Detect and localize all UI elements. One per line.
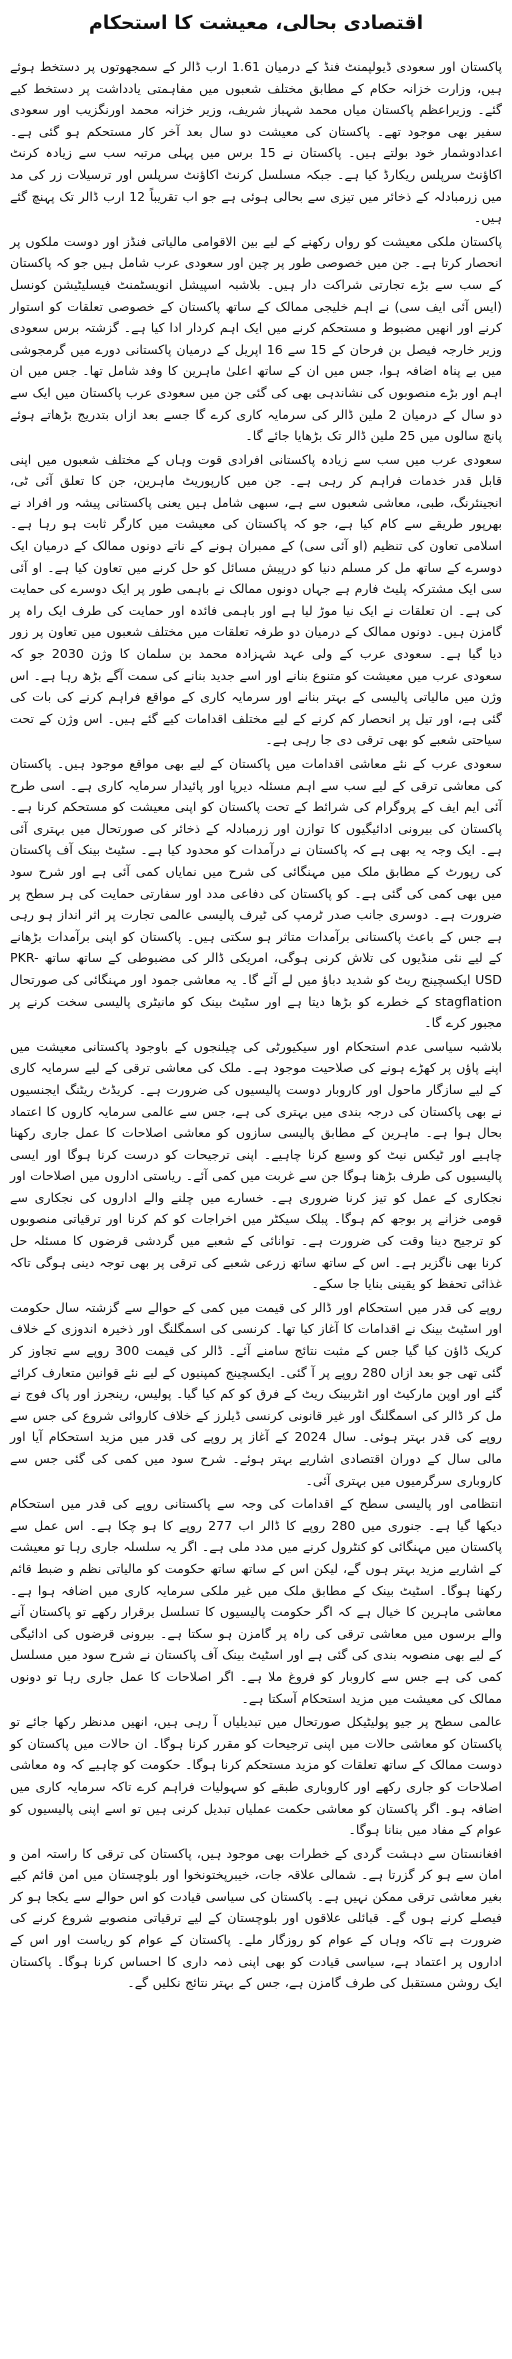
article-paragraph-3: سعودی عرب میں سب سے زیادہ پاکستانی افرادی قوت وہاں کے مختلف شعبوں میں اپنی قابل قدر خدمات فراہم کر رہی ہے۔ جن میں کارپوریٹ ماہرین، جن کا تعلق آئی ٹی، انجینئرنگ، طبی، معاشی شعبوں سے ہے، سبھی شامل ہیں یعنی پاکستانی پیشہ ور افراد نے بھرپور طریقے سے کام کیا ہے، جو کہ پاکستان کی معیشت میں کارگر ثابت ہو رہا ہے۔ اسلامی تعاون کی تنظیم (او آئی سی) کے ممبران ہونے کے ناتے دونوں ممالک کے درمیان ایک دوسرے کے ساتھ مل کر مسلم دنیا کو درپیش مسائل کو حل کرنے میں تعاون کیا ہے۔ او آئی سی ایک مشترکہ پلیٹ فارم ہے جہاں دونوں ممالک نے باہمی طور پر ایک دوسرے کی حمایت کی ہے۔ ان تعلقات نے ایک نیا موڑ لیا ہے اور باہمی فائدہ اور حمایت کی طرف ایک راہ پر گامزن ہیں۔ دونوں ممالک کے درمیان دو طرفہ تعلقات میں مختلف شعبوں میں تعاون پر زور دیا گیا ہے۔ سعودی عرب کے ولی عہد شہزادہ محمد بن سلمان کا وژن 2030 جو کہ سعودی عرب میں معیشت کو متنوع بنانے اور اسے جدید بنانے کی سمت آگے بڑھ رہا ہے۔ اس وژن میں مالیاتی پالیسی کے بہتر بنانے اور سرمایہ کاری کے مواقع فراہم کرنے کی بات کی گئی ہے، اور تیل پر انحصار کم کرنے کے لیے مختلف اقدامات کیے گئے ہیں۔ اس وژن کے تحت سیاحتی شعبے کو بھی ترقی دی جا رہی ہے۔ <box>10 451 502 748</box>
article-paragraph-4: سعودی عرب کے نئے معاشی اقدامات میں پاکستان کے لیے بھی مواقع موجود ہیں۔ پاکستان کی معاشی ترقی کے لیے سب سے اہم مسئلہ دیرپا اور پائیدار سرمایہ کاری ہے۔ اسی طرح آئی ایم ایف کے پروگرام کی شرائط کے تحت پاکستان کو اپنی معیشت کو مستحکم کرنا ہے۔ پاکستان کی بیرونی ادائیگیوں کا توازن اور زرمبادلہ کے ذخائر کی صورتحال میں بہتری آئی ہے۔ ایک وجہ یہ بھی ہے کہ پاکستان نے درآمدات کو محدود کیا ہے۔ سٹیٹ بینک آف پاکستان کی رپورٹ کے مطابق ملک میں مہنگائی کی شرح میں نمایاں کمی آئی ہے اور شرح سود میں بھی کمی کی گئی ہے۔ کو پاکستان کی دفاعی مدد اور سفارتی حمایت کی ہر سطح پر ضرورت ہے۔ دوسری جانب صدر ٹرمپ کی ٹیرف پالیسی عالمی تجارت پر اثر انداز ہو رہی ہے جس کے باعث پاکستانی برآمدات متاثر ہو سکتی ہیں۔ پاکستان کو اپنی برآمدات بڑھانے کے لیے نئی منڈیوں کی تلاش کرنی ہوگی، امریکی ڈالر کی مضبوطی کے ساتھ ساتھ PKR-USD ایکسچینج ریٹ کو شدید دباؤ میں لے آئے گا۔ یہ معاشی جمود اور مہنگائی کی صورتحال stagflation کے خطرے کو بڑھا دیتا ہے اور سٹیٹ بینک کو مانیٹری پالیسی سخت کرنے پر مجبور کرے گا۔ <box>10 756 502 1031</box>
article-headline: اقتصادی بحالی، معیشت کا استحکام <box>88 12 424 34</box>
headline-block <box>10 6 502 46</box>
article-paragraph-7: انتظامی اور پالیسی سطح کے اقدامات کی وجہ سے پاکستانی روپے کی قدر میں استحکام دیکھا گیا ہے۔ جنوری میں 280 روپے کا ڈالر اب 277 روپے کا ہو چکا ہے۔ اس عمل سے پاکستان میں مہنگائی کو کنٹرول کرنے میں مدد ملی ہے۔ اگر یہ سلسلہ جاری رہا تو معیشت کے اشاریے مزید بہتر ہوں گے، لیکن اس کے ساتھ ساتھ حکومت کو مالیاتی نظم و ضبط قائم رکھنا ہوگا۔ اسٹیٹ بینک کے مطابق ملک میں غیر ملکی سرمایہ کاری میں اضافہ ہوا ہے۔ معاشی ماہرین کا خیال ہے کہ اگر حکومت پالیسیوں کا تسلسل برقرار رکھے تو پاکستان آنے والے برسوں میں معاشی ترقی کی راہ پر گامزن ہو سکتا ہے۔ بیرونی قرضوں کی ادائیگی کے لیے بھی منصوبہ بندی کی گئی ہے اور اسٹیٹ بینک آف پاکستان نے شرح سود میں مسلسل کمی کی ہے جس سے کاروبار کو فروغ ملا ہے۔ اگر اصلاحات کا عمل جاری رہا تو دونوں ممالک کی معیشت میں مزید استحکام آسکتا ہے۔ <box>10 1496 502 1706</box>
article-paragraph-8: عالمی سطح پر جیو پولیٹیکل صورتحال میں تبدیلیاں آ رہی ہیں، انھیں مدنظر رکھا جائے تو پاکستان کو معاشی حالات میں اپنی ترجیحات کو مقرر کرنا ہوگا۔ ان حالات میں پاکستان کو دوست ممالک کے ساتھ تعلقات کو مزید مستحکم کرنا ہوگا۔ حکومت کو چاہیے کہ وہ معاشی اصلاحات کو جاری رکھے اور کاروباری طبقے کو سہولیات فراہم کرے تاکہ سرمایہ کاری میں اضافہ ہو۔ اگر پاکستان کو معاشی حکمت عملیاں تبدیل کرنی ہیں تو اسے اپنی پالیسیوں کو عوام کے مفاد میں بنانا ہوگا۔ <box>10 1714 502 1838</box>
article-paragraph-6: روپے کی قدر میں استحکام اور ڈالر کی قیمت میں کمی کے حوالے سے گزشتہ سال حکومت اور اسٹیٹ بینک نے اقدامات کا آغاز کیا تھا۔ کرنسی کی اسمگلنگ اور ذخیرہ اندوزی کے خلاف کریک ڈاؤن کیا گیا جس کے مثبت نتائج سامنے آئے۔ ڈالر کی قیمت 300 روپے سے تجاوز کر گئی تھی جو بعد ازاں 280 روپے پر آ گئی۔ ایکسچینج کمپنیوں کے لیے نئے قوانین متعارف کرائے گئے اور اوپن مارکیٹ اور انٹربینک ریٹ کے فرق کو کم کیا گیا۔ پولیس، رینجرز اور پاک فوج نے مل کر ڈالر کی اسمگلنگ اور غیر قانونی کرنسی ڈیلرز کے خلاف کاروائی شروع کی جس سے روپے کی قدر بہتر ہوئی۔ سال 2024 کے آغاز پر روپے کی قدر میں مزید استحکام آیا اور مالی سال کے دوران اقتصادی اشاریے بہتر ہوئے۔ شرح سود میں کمی کی گئی جس سے کاروباری سرگرمیوں میں بہتری آئی۔ <box>10 1299 502 1488</box>
article-paragraph-9: افغانستان سے دہشت گردی کے خطرات بھی موجود ہیں، پاکستان کی ترقی کا راستہ امن و امان سے ہو کر گزرتا ہے۔ شمالی علاقہ جات، خیبرپختونخوا اور بلوچستان میں امن قائم کیے بغیر معاشی ترقی ممکن نہیں ہے۔ پاکستان کی سیاسی قیادت کو اس حوالے سے یکجا ہو کر فیصلے کرنے ہوں گے۔ قبائلی علاقوں اور بلوچستان کے لیے ترقیاتی منصوبے شروع کرنے کی ضرورت ہے تاکہ وہاں کے عوام کو روزگار ملے۔ پاکستان کے عوام کو ریاست اور اس کے اداروں پر اعتماد ہے، سیاسی قیادت کو بھی اپنی ذمہ داری کا احساس کرنا ہوگا۔ پاکستان ایک روشن مستقبل کی طرف گامزن ہے، جس کے بہتر نتائج نکلیں گے۔ <box>10 1845 502 1991</box>
article-paragraph-2: پاکستان ملکی معیشت کو رواں رکھنے کے لیے بین الاقوامی مالیاتی فنڈز اور دوست ملکوں پر انحصار کرتا ہے۔ جن میں خصوصی طور پر چین اور سعودی عرب شامل ہیں جو کہ پاکستان کے سب سے بڑے تجارتی شراکت دار ہیں۔ بلاشبہ اسپیشل انویسٹمنٹ فیسلیٹیشن کونسل (ایس آئی ایف سی) نے اہم خلیجی ممالک کے ساتھ پاکستان کے خصوصی تعلقات کو استوار کرنے اور انھیں مضبوط و مستحکم کرنے میں ایک اہم کردار ادا کیا ہے۔ گزشتہ برس سعودی وزیر خارجہ فیصل بن فرحان کے 15 سے 16 اپریل کے درمیان پاکستانی دورے میں گرمجوشی میں بے پناہ اضافہ ہوا، جس میں ان کے ساتھ اعلیٰ ماہرین کا وفد شامل تھا۔ جس میں ان اہم اور بڑے منصوبوں کی نشاندہی بھی کی گئی جن میں سعودی عرب پاکستان میں ایک سے دو سال کے درمیان 2 ملین ڈالر کی سرمایہ کاری کرے گا جسے بعد ازاں بتدریج بڑھاتے ہوئے پانچ سالوں میں 25 ملین ڈالر تک بڑھایا جائے گا۔ <box>10 233 502 444</box>
article-paragraph-1: پاکستان اور سعودی ڈیولپمنٹ فنڈ کے درمیان 1.61 ارب ڈالر کے سمجھوتوں پر دستخط ہوئے ہیں، وزارت خزانہ حکام کے مطابق مختلف شعبوں میں مفاہمتی یادداشت پر دستخط کیے گئے۔ وزیراعظم پاکستان میاں محمد شہباز شریف، وزیر خزانہ محمد اورنگزیب اور سعودی سفیر بھی موجود تھے۔ پاکستان کی معیشت دو سال بعد آخر کار مستحکم ہو گئی ہے۔ اعدادوشمار خود بولتے ہیں۔ پاکستان نے 15 برس میں پہلی مرتبہ سب سے زیادہ کرنٹ اکاؤنٹ سرپلس ریکارڈ کیا ہے۔ جبکہ مسلسل کرنٹ اکاؤنٹ سرپلس اور ترسیلات زر کی مد میں زرمبادلہ کے ذخائر میں تیزی سے بحالی ہوئی ہے جو اب تقریباً 12 ارب ڈالر تک پہنچ گئے ہیں۔ <box>10 59 503 226</box>
article-paragraph-5: بلاشبہ سیاسی عدم استحکام اور سیکیورٹی کی چیلنجوں کے باوجود پاکستانی معیشت میں اپنے پاؤں پر کھڑے ہونے کی صلاحیت موجود ہے۔ ملک کی معاشی ترقی کے لیے سرمایہ کاری کے لیے سازگار ماحول اور کاروبار دوست پالیسیوں کی ضرورت ہے۔ کریڈٹ ریٹنگ ایجنسیوں نے بھی پاکستان کی درجہ بندی میں بہتری کی ہے، جس سے عالمی سرمایہ کاروں کا اعتماد بحال ہوا ہے۔ ماہرین کے مطابق پالیسی سازوں کو معاشی اصلاحات کا عمل جاری رکھنا چاہیے اور ٹیکس نیٹ کو وسیع کرنا چاہیے۔ اپنی ترجیحات کو درست کرنا ہوگا اور ایسی پالیسیوں کی طرف بڑھنا ہوگا جن سے غربت میں کمی آئے۔ ریاستی اداروں میں اصلاحات اور نجکاری کے عمل کو تیز کرنا ضروری ہے۔ خسارے میں چلنے والے اداروں کی نجکاری سے قومی خزانے پر بوجھ کم ہوگا۔ پبلک سیکٹر میں اخراجات کو کم کرنا اور ترقیاتی منصوبوں کو ترجیح دینا وقت کی ضرورت ہے۔ توانائی کے شعبے میں گردشی قرضوں کا مسئلہ حل کرنا بھی ناگزیر ہے۔ اس کے ساتھ ساتھ زرعی شعبے کی ترقی پر بھی توجہ دینی ہوگی تاکہ غذائی تحفظ کو یقینی بنایا جا سکے۔ <box>10 1038 502 1292</box>
article-body <box>10 56 502 1994</box>
